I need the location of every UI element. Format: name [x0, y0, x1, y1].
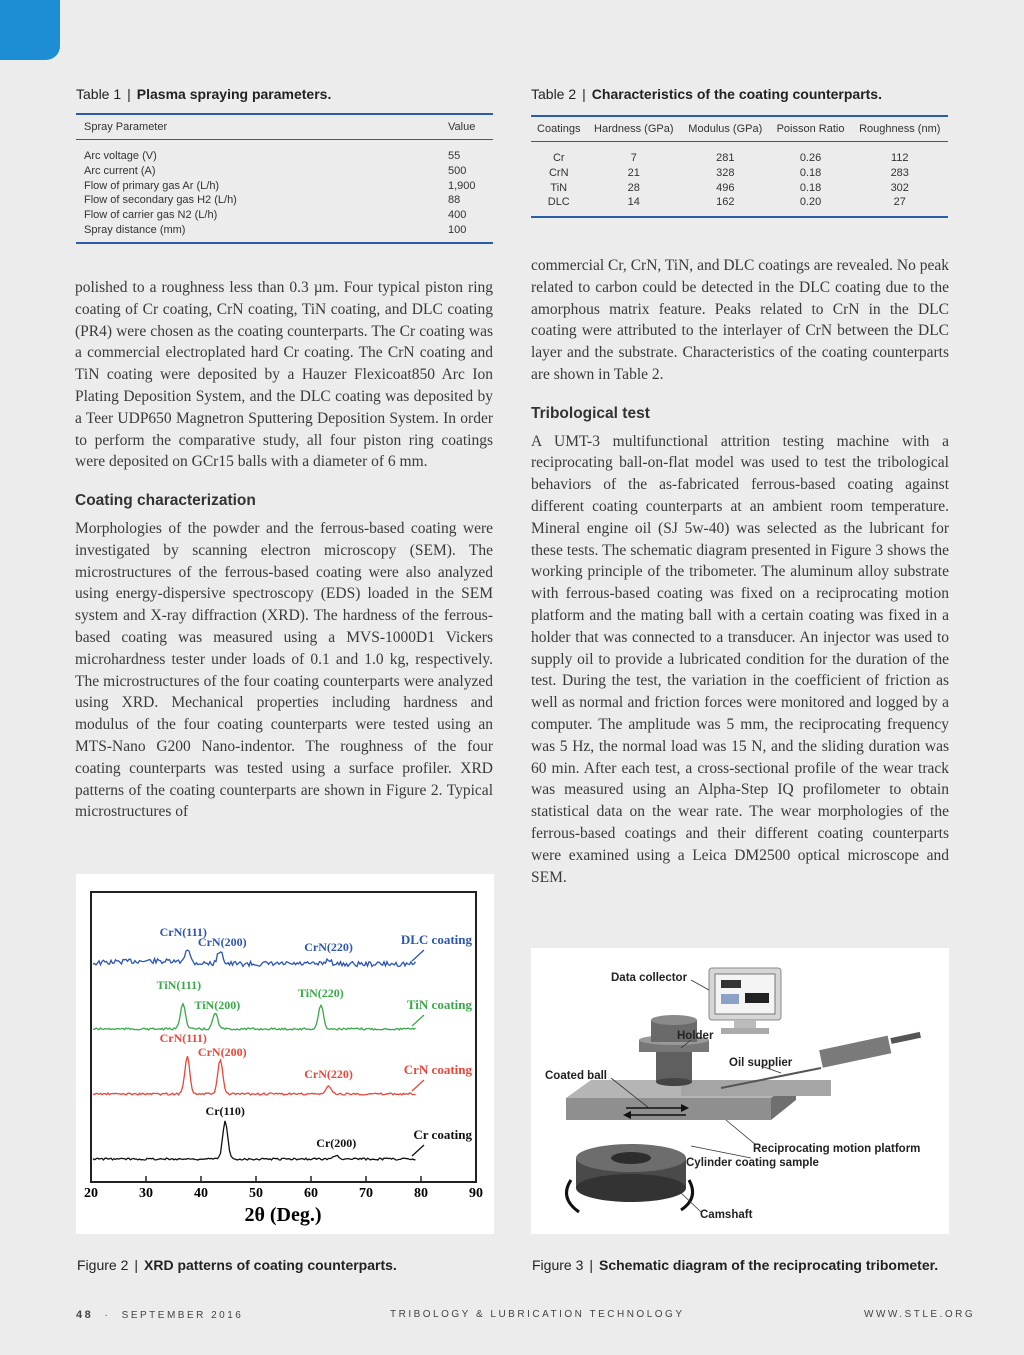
- table2-cell: 0.18: [799, 166, 822, 179]
- series-line-cr-coating: [93, 1121, 416, 1160]
- table-row: [76, 140, 493, 164]
- table2-cell: 112: [890, 152, 909, 164]
- series-arrow-icon: [412, 1080, 424, 1091]
- body-paragraph: A UMT-3 multifunctional attrition testing machine with a reciprocating ball-on-flat model was used to test the tribological behaviors of the as-fabricated ferrous-based coating against different coating counterparts at an ambient room temperature. Mineral engine oil (SJ 5w-40) was selected as the lubricant for these tests. The schematic diagram presented in Figure 3 shows the working principle of the tribometer. The aluminum alloy substrate with ferrous-based coating was fixed on a reciprocating motion platform and the mating ball with a certain coating was fixed in a holder that was connected to a transducer. An injector was used to supply oil to provide a lubricated condition for the duration of the test. During the test, the variation in the coefficient of friction as well as normal and friction forces were monitored and logged by a computer. The amplitude was 5 mm, the reciprocating frequency was 5 Hz, the normal load was 15 N, and the sliding duration was 60 min. After each test, a cross-sectional profile of the wear track was measured using an Alpha-Step IQ profilometer to obtain statistical data on the wear rate. The wear morphologies of the ferrous-based coatings and their different coating counterparts were examined using a Leica DM2500 optical microscope and SEM.: [531, 432, 949, 886]
- table1-param: Flow of secondary gas H2 (L/h): [84, 194, 237, 207]
- table2-header: Coatings: [531, 116, 587, 142]
- table1-param: Arc voltage (V): [84, 150, 157, 162]
- table-row: [76, 164, 493, 179]
- journal-name: TRIBOLOGY & LUBRICATION TECHNOLOGY: [390, 1309, 685, 1320]
- figure2-caption: Figure 2 | XRD patterns of coating counterparts.: [77, 1257, 397, 1273]
- peak-label: TiN(200): [194, 998, 241, 1012]
- peak-label: CrN(220): [304, 1067, 353, 1081]
- series-line-dlc-coating: [93, 950, 416, 966]
- table2-cell: 28: [627, 181, 640, 194]
- peak-label: CrN(111): [159, 1031, 207, 1045]
- x-tick-label: 20: [84, 1186, 98, 1201]
- monitor-icon: [709, 968, 781, 1034]
- series-arrow-icon: [412, 1015, 424, 1026]
- series-line-tin-coating: [93, 1004, 416, 1030]
- table2-cell: 328: [716, 166, 735, 179]
- body-paragraph: Morphologies of the powder and the ferrous-based coating were investigated by scanning electron microscopy (SEM). The microstructures of the ferrous-based coating were also analyzed using energy-dispersive spectroscopy (EDS) loaded in the SEM system and X-ray diffraction (XRD). The hardness of the ferrous-based coating was measured using a MVS-1000D1 Vickers microhardness tester under loads of 0.1 and 1.0 kg, respectively. The microstructures of the four coating counterparts were analyzed using XRD. Mechanical properties including hardness and modulus of the four coating counterparts were tested using an MTS-Nano G200 Nano-indentor. The roughness of the four coating counterparts was tested using a surface profiler. XRD patterns of the coating counterparts are shown in Figure 2. Typical microstructures of: [75, 519, 493, 821]
- table1-caption: Table 1 | Plasma spraying parameters.: [76, 86, 332, 102]
- table-row: [531, 142, 948, 166]
- x-tick-label: 90: [469, 1186, 483, 1201]
- series-line-crn-coating: [93, 1056, 416, 1095]
- section-heading: Coating characterization: [75, 492, 256, 510]
- figure3-caption: Figure 3 | Schematic diagram of the reciprocating tribometer.: [532, 1257, 939, 1273]
- table-row: [531, 181, 948, 196]
- figure3-diagram: [531, 948, 949, 1234]
- table-row: [531, 195, 948, 216]
- table1-value: 500: [448, 164, 467, 177]
- figure2-chart: [76, 874, 494, 1234]
- label-coated-ball: Coated ball: [545, 1070, 607, 1082]
- table2-cell: 281: [716, 152, 735, 164]
- table1-header-value: Value: [440, 114, 493, 140]
- series-name-label: Cr coating: [413, 1127, 472, 1142]
- x-tick-label: 60: [304, 1186, 318, 1201]
- table2-header: Poisson Ratio: [770, 116, 852, 142]
- page-number: 48: [76, 1309, 94, 1321]
- table-row: [76, 193, 493, 208]
- section-heading: Tribological test: [531, 404, 650, 422]
- x-tick-label: 70: [359, 1186, 373, 1201]
- label-data-collector: Data collector: [611, 972, 688, 984]
- series-arrow-icon: [412, 1145, 424, 1156]
- table1-param: Flow of carrier gas N2 (L/h): [84, 209, 218, 222]
- x-axis-label: 2θ (Deg.): [244, 1204, 322, 1226]
- series-name-label: CrN coating: [403, 1062, 472, 1077]
- table2-cell: Cr: [552, 152, 565, 164]
- table2-header: Modulus (GPa): [681, 116, 770, 142]
- peak-label: Cr(110): [205, 1104, 245, 1118]
- x-tick-label: 50: [249, 1186, 263, 1201]
- table1-param: Spray distance (mm): [84, 223, 186, 236]
- table1: [76, 113, 493, 244]
- peak-label: CrN(200): [197, 935, 247, 949]
- table-row: [531, 166, 948, 181]
- table1-value: 55: [448, 150, 461, 162]
- body-paragraph: polished to a roughness less than 0.3 µm. Four typical piston ring coating of Cr coating, CrN coating, TiN coating, and DLC coating (PR4) were chosen as the coating counterparts. The Cr coating was a commercial electroplated hard Cr coating. The CrN coating and TiN coating were deposited by a Hauzer Flexicoat850 Arc Ion Plating Deposition System, and the DLC coating was deposited by a Teer UDP650 Magnetron Sputtering Deposition System. In order to perform the comparative study, all four piston ring coatings were deposited on GCr15 balls with a diameter of 6 mm.: [75, 279, 493, 471]
- series-name-label: DLC coating: [400, 932, 472, 947]
- peak-label: CrN(200): [197, 1045, 247, 1059]
- peak-label: TiN(220): [298, 986, 344, 1000]
- figure2-title: XRD patterns of coating counterparts.: [144, 1257, 397, 1273]
- table2-cell: 14: [627, 196, 640, 209]
- table1-value: 88: [448, 194, 461, 207]
- table2-cell: 496: [716, 181, 735, 194]
- series-name-label: TiN coating: [406, 997, 472, 1012]
- label-holder: Holder: [677, 1030, 714, 1042]
- table-row: [76, 208, 493, 223]
- table-row: [76, 179, 493, 194]
- xrd-chart-svg: [76, 874, 494, 1234]
- table2-cell: 7: [630, 152, 637, 164]
- table2-cell: 0.20: [799, 196, 822, 209]
- figure3-label: Figure 3: [532, 1257, 584, 1273]
- peak-label: CrN(111): [159, 925, 207, 939]
- footer-left: 48 · SEPTEMBER 2016: [76, 1309, 244, 1321]
- figure3-title: Schematic diagram of the reciprocating tribometer.: [599, 1257, 939, 1273]
- table1-header-param: Spray Parameter: [76, 114, 440, 140]
- issue-date: SEPTEMBER 2016: [121, 1310, 244, 1321]
- right-column: [531, 255, 949, 888]
- website-link[interactable]: WWW.STLE.ORG: [864, 1309, 976, 1320]
- table2-header: Hardness (GPa): [587, 116, 681, 142]
- table-row: [76, 223, 493, 242]
- table2-caption: Table 2 | Characteristics of the coating counterparts.: [531, 86, 882, 102]
- label-sample: Cylinder coating sample: [686, 1157, 819, 1169]
- corner-tab: [0, 0, 60, 60]
- label-platform: Reciprocating motion platform: [753, 1143, 921, 1155]
- left-column: [75, 277, 493, 823]
- table2-header: Roughness (nm): [852, 116, 949, 142]
- table2-cell: 0.18: [799, 181, 822, 194]
- table1-param: Arc current (A): [84, 164, 156, 177]
- x-tick-label: 30: [139, 1186, 153, 1201]
- table2-cell: 0.26: [799, 152, 822, 164]
- x-tick-label: 40: [194, 1186, 208, 1201]
- body-paragraph: commercial Cr, CrN, TiN, and DLC coatings are revealed. No peak related to carbon could be detected in the DLC coating due to the amorphous matrix feature. Peaks related to CrN in the DLC coating were attributed to the interlayer of CrN between the DLC layer and the substrate. Characteristics of the coating counterparts are shown in Table 2.: [531, 257, 949, 383]
- table2-cell: 302: [890, 181, 909, 194]
- table1-value: 1,900: [448, 179, 476, 192]
- peak-label: CrN(220): [304, 940, 353, 954]
- platform-shape: [566, 1080, 831, 1120]
- table2-cell: CrN: [548, 166, 569, 179]
- x-tick-label: 80: [414, 1186, 428, 1201]
- table2-label: Table 2: [531, 86, 577, 102]
- peak-label: TiN(111): [156, 978, 202, 992]
- label-oil-supplier: Oil supplier: [729, 1057, 793, 1069]
- table2: [531, 115, 948, 218]
- table2-cell: 283: [890, 166, 909, 179]
- holder-shape: [639, 1015, 709, 1086]
- table2-cell: TiN: [550, 181, 568, 194]
- label-camshaft: Camshaft: [700, 1209, 753, 1221]
- table1-label: Table 1: [76, 86, 122, 102]
- camshaft-shape: [567, 1144, 693, 1212]
- table2-cell: 21: [627, 166, 640, 179]
- series-arrow-icon: [412, 950, 424, 961]
- table2-title: Characteristics of the coating counterparts.: [591, 86, 882, 102]
- figure2-label: Figure 2: [77, 1257, 129, 1273]
- table2-cell: 162: [716, 196, 735, 209]
- peak-label: Cr(200): [316, 1136, 357, 1150]
- table2-cell: 27: [893, 196, 906, 209]
- table1-value: 100: [448, 223, 467, 236]
- table1-param: Flow of primary gas Ar (L/h): [84, 179, 220, 192]
- tribometer-schematic-svg: [531, 948, 949, 1234]
- table1-title: Plasma spraying parameters.: [136, 86, 332, 102]
- table1-value: 400: [448, 209, 467, 222]
- table2-cell: DLC: [547, 196, 570, 209]
